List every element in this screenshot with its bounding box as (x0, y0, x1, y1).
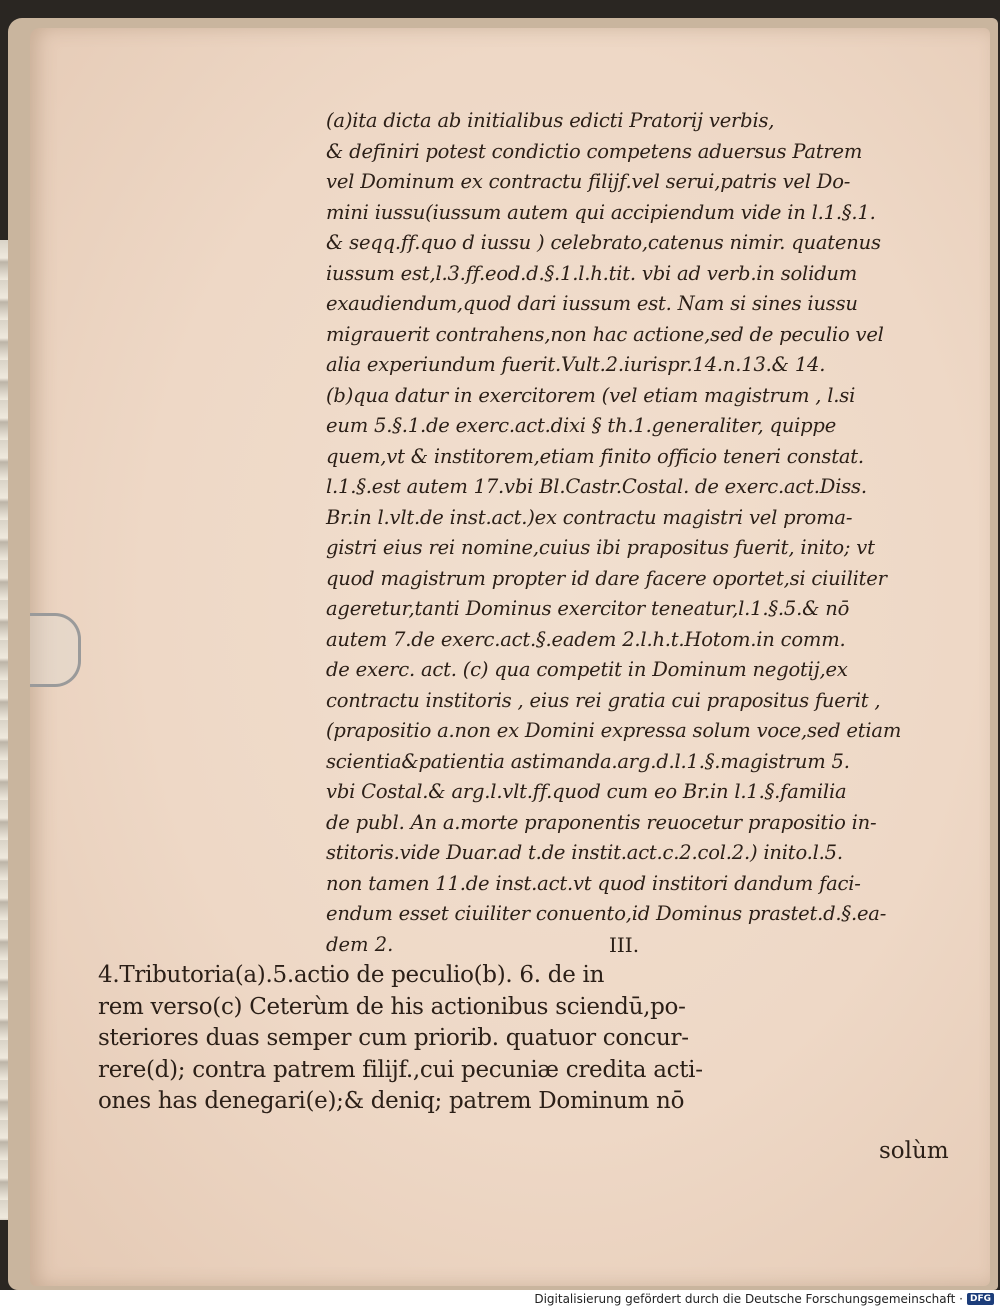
footnote-line: de publ. An a.morte praponentis reuocetur prapositio in- (326, 810, 877, 834)
footnote-line: vel Dominum ex contractu filijf.vel serui,patris vel Do- (326, 170, 851, 193)
footnote-line: de exerc. act. (c) qua competit in Dominum negotij,ex (326, 658, 848, 681)
footnote-line: alia experiundum fuerit.Vult.2.iurispr.14.n.13.& 14. (326, 353, 826, 376)
body-text-line: rem verso(c) Ceterùm de his actionibus sciendū,po- (98, 993, 686, 1020)
section-number: III. (609, 932, 640, 957)
body-text-line: ones has denegari(e);& deniq; patrem Dominum nō (98, 1088, 685, 1114)
footnote-line: gistri eius rei nomine,cuius ibi prapositus fuerit, inito; vt (326, 536, 875, 559)
book-page (30, 28, 990, 1286)
footnote-line: ageretur,tanti Dominus exercitor teneatur,l.1.§.5.& nō (326, 597, 850, 620)
footnote-line: exaudiendum,quod dari iussum est. Nam si sines iussu (326, 292, 858, 315)
footnote-line: scientia&patientia astimanda.arg.d.l.1.§.magistrum 5. (326, 749, 850, 773)
footnote-line: quem,vt & institorem,etiam finito officio teneri constat. (326, 444, 864, 468)
footnote-line: & seqq.ff.quo d iussu ) celebrato,catenus nimir. quatenus (326, 231, 881, 254)
footnote-end-text: dem 2. (326, 932, 394, 956)
footnote-line: contractu institoris , eius rei gratia cui prapositus fuerit , (326, 688, 881, 712)
footnote-line: eum 5.§.1.de exerc.act.dixi § th.1.generaliter, quippe (326, 414, 837, 437)
footer-credit (534, 1292, 994, 1306)
footnote-line (326, 930, 946, 961)
footnote-line: (prapositio a.non ex Domini expressa solum voce,sed etiam (326, 719, 902, 742)
page-text (98, 106, 946, 1118)
footnote-line: vbi Costal.& arg.l.vlt.ff.quod cum eo Br.in l.1.§.familia (326, 780, 847, 803)
footnote-line: (b)qua datur in exercitorem (vel etiam magistrum , l.si (326, 383, 856, 407)
footer-text: Digitalisierung gefördert durch die Deutsche Forschungsgemeinschaft · (534, 1292, 963, 1306)
footnote-block (326, 106, 946, 930)
body-text-line: 4.Tributoria(a).5.actio de peculio(b). 6. de in (98, 962, 605, 988)
body-text-block (98, 960, 946, 1118)
paper-clip-icon (30, 613, 81, 687)
footnote-line: endum esset ciuiliter conuento,id Dominus prastet.d.§.ea- (326, 902, 887, 925)
body-text-line: steriores duas semper cum priorib. quatuor concur- (98, 1025, 689, 1051)
footnote-line: Br.in l.vlt.de inst.act.)ex contractu magistri vel proma- (326, 505, 853, 529)
dfg-logo: DFG (967, 1293, 994, 1305)
catchword: solùm (879, 1138, 949, 1164)
footnote-line: l.1.§.est autem 17.vbi Bl.Castr.Costal. de exerc.act.Diss. (326, 475, 867, 498)
footnote-line: quod magistrum propter id dare facere oportet,si ciuiliter (326, 566, 887, 590)
footnote-line: stitoris.vide Duar.ad t.de instit.act.c.2.col.2.) inito.l.5. (326, 841, 843, 864)
footnote-line: iussum est,l.3.ff.eod.d.§.1.l.h.tit. vbi ad verb.in solidum (326, 261, 858, 285)
body-text-line: rere(d); contra patrem filijf.,cui pecuniæ credita acti- (98, 1056, 703, 1083)
footnote-line: mini iussu(iussum autem qui accipiendum vide in l.1.§.1. (326, 200, 876, 224)
footnote-line: (a)ita dicta ab initialibus edicti Pratorij verbis, (326, 109, 775, 132)
footnote-line: migrauerit contrahens,non hac actione,sed de peculio vel (326, 322, 884, 346)
footnote-line: autem 7.de exerc.act.§.eadem 2.l.h.t.Hotom.in comm. (326, 627, 846, 651)
footnote-line: non tamen 11.de inst.act.vt quod institori dandum faci- (326, 871, 861, 895)
footnote-line: & definiri potest condictio competens aduersus Patrem (326, 139, 863, 163)
